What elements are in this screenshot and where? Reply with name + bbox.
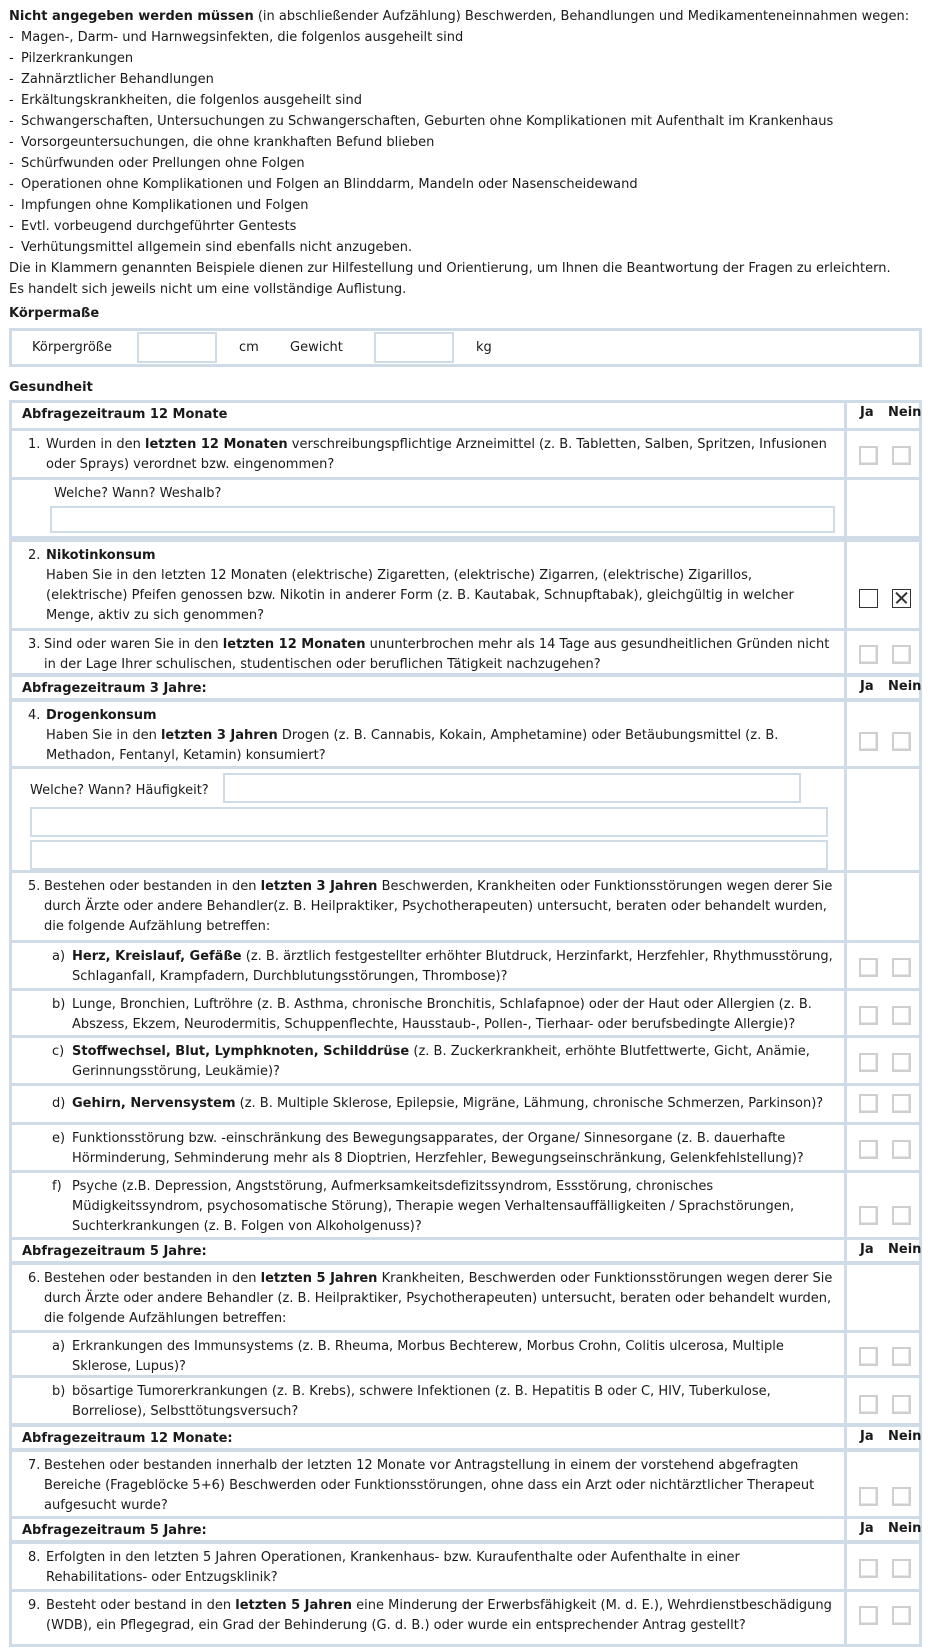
question-3-yes-checkbox[interactable] — [859, 645, 878, 664]
height-input[interactable] — [137, 332, 217, 363]
question-4-details-input-3[interactable] — [30, 840, 828, 870]
intro-note-2: Es handelt sich jeweils nicht um eine vollständige Auflistung. — [9, 282, 407, 297]
no-header: Nein — [888, 1242, 922, 1257]
question-6a-no-checkbox[interactable] — [892, 1347, 911, 1366]
body-measures-title: Körpermaße — [9, 306, 100, 321]
question-8-no-checkbox[interactable] — [892, 1559, 911, 1578]
question-5b-yes-checkbox[interactable] — [859, 1006, 878, 1025]
question-1-details-label: Welche? Wann? Weshalb? — [54, 486, 222, 501]
question-7-no-checkbox[interactable] — [892, 1487, 911, 1506]
question-6-text: 6. Bestehen oder bestanden in den letzten 5 Jahren Krankheiten, Beschwerden oder Funktionsstörungen wegen derer Sie durch Ärzte oder andere Behandler (z. B. Heilpraktiker, Psychotherapeuten) untersucht, beraten oder behandelt wurden, die folgende Aufzählungen betreffen: — [28, 1271, 833, 1326]
period-header-12-months-b — [9, 1424, 922, 1451]
no-header: Nein — [888, 1521, 922, 1536]
question-2-yes-checkbox[interactable] — [859, 589, 878, 608]
body-measures-box — [9, 328, 922, 367]
question-5f-row — [9, 1170, 922, 1240]
period-header-5-years-b — [9, 1516, 922, 1543]
exclusion-list — [9, 27, 924, 258]
intro-lead-bold: Nicht angegeben werden müssen — [9, 9, 254, 24]
question-3-no-checkbox[interactable] — [892, 645, 911, 664]
question-2-text: 2. Nikotinkonsum Haben Sie in den letzten 12 Monaten (elektrische) Zigaretten, (elektrische) Zigarren, (elektrische) Zigarillos, (elektrische) Pfeifen genossen bzw. Nikotin in anderer Form (z. B. Kautabak, Schnupftabak), gleichgültig in welcher Menge, aktiv zu sich genommen? — [28, 548, 794, 623]
question-5f-text: f) Psyche (z.B. Depression, Angststörung, Aufmerksamkeitsdefizitssyndrom, Essstörung, chronisches Müdigkeitssyndrom, psychosomatische Störung), Therapie wegen Verhaltensauffälligkeiten / Sprachstörungen, Suchterkrankungen (z. B. Folgen von Alkoholgenuss)? — [52, 1179, 795, 1234]
question-5a-no-checkbox[interactable] — [892, 958, 911, 977]
intro-note-1: Die in Klammern genannten Beispiele dienen zur Hilfestellung und Orientierung, um Ihnen die Beantwortung der Fragen zu erleichtern. — [9, 261, 891, 276]
question-5a-row — [9, 940, 922, 991]
question-2-row — [9, 539, 922, 631]
question-5e-text: e) Funktionsstörung bzw. -einschränkung des Bewegungsapparates, der Organe/ Sinnesorgane (z. B. dauerhafte Hörminderung, Sehminderung mehr als 8 Dioptrien, Herzfehler, Bewegungseinschränkung, Gelenkfehlstellung)? — [52, 1131, 804, 1166]
question-4-no-checkbox[interactable] — [892, 732, 911, 751]
question-8-row — [9, 1541, 922, 1592]
question-5a-yes-checkbox[interactable] — [859, 958, 878, 977]
list-item: - Magen-, Darm- und Harnwegsinfekten, die folgenlos ausgeheilt sind — [9, 27, 924, 48]
question-5e-row — [9, 1122, 922, 1173]
list-item: - Schürfwunden oder Prellungen ohne Folgen — [9, 153, 924, 174]
yes-header: Ja — [860, 1242, 874, 1257]
question-5b-text: b) Lunge, Bronchien, Luftröhre (z. B. Asthma, chronische Bronchitis, Schlafapnoe) oder der Haut oder Allergien (z. B. Abszess, Ekzem, Neurodermitis, Schuppenflechte, Hausstaub-, Pollen-, Tierhaar- oder berufsbedingte Allergie)? — [52, 997, 812, 1032]
intro-section — [9, 6, 924, 300]
question-9-text: 9. Besteht oder bestand in den letzten 5 Jahren eine Minderung der Erwerbsfähigkeit (M. d. E.), Wehrdienstbeschädigung (WDB), ein Pflegegrad, ein Grad der Behinderung (G. d. B.) oder wurde ein entsprechender Antrag gestellt? — [28, 1598, 832, 1633]
question-6a-yes-checkbox[interactable] — [859, 1347, 878, 1366]
question-4-details-input-1[interactable] — [223, 773, 801, 803]
period-label: Abfragezeitraum 12 Monate: — [12, 1427, 847, 1448]
yes-header: Ja — [860, 1429, 874, 1444]
no-header: Nein — [888, 1429, 922, 1444]
weight-unit: kg — [476, 340, 492, 355]
question-6b-no-checkbox[interactable] — [892, 1395, 911, 1414]
yes-header: Ja — [860, 1521, 874, 1536]
question-5e-no-checkbox[interactable] — [892, 1140, 911, 1159]
question-1-yes-checkbox[interactable] — [859, 446, 878, 465]
question-5-text: 5. Bestehen oder bestanden in den letzten 3 Jahren Beschwerden, Krankheiten oder Funktionsstörungen wegen derer Sie durch Ärzte oder andere Behandler(z. B. Heilpraktiker, Psychotherapeuten) untersucht, beraten oder behandelt wurden, die folgende Aufzählung betreffen: — [28, 879, 833, 934]
list-item: - Zahnärztlicher Behandlungen — [9, 69, 924, 90]
question-6b-text: b) bösartige Tumorerkrankungen (z. B. Krebs), schwere Infektionen (z. B. Hepatitis B oder C, HIV, Tuberkulose, Borreliose), Selbsttötungsversuch? — [52, 1384, 771, 1419]
question-3-text: 3. Sind oder waren Sie in den letzten 12 Monaten ununterbrochen mehr als 14 Tage aus gesundheitlichen Gründen nicht in der Lage Ihrer schulischen, studentischen oder beruflichen Tätigkeit nachzugehen? — [28, 637, 830, 672]
question-5b-row — [9, 988, 922, 1038]
no-header: Nein — [888, 679, 922, 694]
period-header-5-years — [9, 1237, 922, 1264]
question-5f-yes-checkbox[interactable] — [859, 1206, 878, 1225]
question-9-yes-checkbox[interactable] — [859, 1606, 878, 1625]
yes-header: Ja — [860, 679, 874, 694]
question-5d-row — [9, 1083, 922, 1125]
intro-lead — [9, 6, 924, 27]
question-6a-text: a) Erkrankungen des Immunsystems (z. B. Rheuma, Morbus Bechterew, Morbus Crohn, Colitis ulcerosa, Multiple Sklerose, Lupus)? — [52, 1339, 784, 1374]
height-unit: cm — [239, 340, 259, 355]
question-4-details-input-2[interactable] — [30, 807, 828, 837]
question-6-row — [9, 1262, 922, 1333]
period-label: Abfragezeitraum 5 Jahre: — [12, 1519, 847, 1540]
question-5c-no-checkbox[interactable] — [892, 1053, 911, 1072]
no-header: Nein — [888, 405, 922, 420]
yes-header: Ja — [860, 405, 874, 420]
question-7-text: 7. Bestehen oder bestanden innerhalb der letzten 12 Monate vor Antragstellung in einem der vorstehend abgefragten Bereiche (Frageblöcke 5+6) Beschwerden oder Funktionsstörungen, ohne dass ein Arzt oder nichtärztlicher Therapeut aufgesucht wurde? — [28, 1458, 815, 1513]
question-7-row — [9, 1449, 922, 1519]
list-item: - Erkältungskrankheiten, die folgenlos ausgeheilt sind — [9, 90, 924, 111]
question-8-text: 8. Erfolgten in den letzten 5 Jahren Operationen, Krankenhaus- bzw. Kuraufenthalte oder Aufenthalte in einer Rehabilitations- oder Entzugsklinik? — [28, 1550, 740, 1585]
question-4-details-label: Welche? Wann? Häufigkeit? — [30, 783, 209, 798]
question-5a-text: a) Herz, Kreislauf, Gefäße (z. B. ärztlich festgestellter erhöhter Blutdruck, Herzinfarkt, Herzfehler, Rhythmusstörung, Schlaganfall, Krampfadern, Durchblutungsstörungen, Thrombose)? — [52, 949, 833, 984]
question-4-details-row — [9, 766, 922, 873]
question-5b-no-checkbox[interactable] — [892, 1006, 911, 1025]
question-2-no-checkbox-checked[interactable] — [892, 589, 911, 608]
question-5d-no-checkbox[interactable] — [892, 1094, 911, 1113]
weight-input[interactable] — [374, 332, 454, 363]
question-5c-text: c) Stoffwechsel, Blut, Lymphknoten, Schilddrüse (z. B. Zuckerkrankheit, erhöhte Blutfettwerte, Gicht, Anämie, Gerinnungsstörung, Leukämie)? — [52, 1044, 810, 1079]
health-title: Gesundheit — [9, 380, 93, 395]
list-item: - Operationen ohne Komplikationen und Folgen an Blinddarm, Mandeln oder Nasenscheidewand — [9, 174, 924, 195]
period-header-12-months — [9, 400, 922, 431]
question-5d-yes-checkbox[interactable] — [859, 1094, 878, 1113]
question-4-text: 4. Drogenkonsum Haben Sie in den letzten 3 Jahren Drogen (z. B. Cannabis, Kokain, Amphetamine) oder Betäubungsmittel (z. B. Methadon, Fentanyl, Ketamin) konsumiert? — [28, 708, 779, 763]
question-7-yes-checkbox[interactable] — [859, 1487, 878, 1506]
question-1-details-row — [9, 477, 922, 539]
height-label: Körpergröße — [32, 340, 112, 355]
question-1-details-input[interactable] — [50, 506, 835, 533]
question-8-yes-checkbox[interactable] — [859, 1559, 878, 1578]
period-label: Abfragezeitraum 5 Jahre: — [12, 1240, 847, 1261]
period-header-3-years — [9, 674, 922, 701]
question-5-row — [9, 870, 922, 943]
question-6b-row — [9, 1375, 922, 1426]
list-item: - Pilzerkrankungen — [9, 48, 924, 69]
question-5e-yes-checkbox[interactable] — [859, 1140, 878, 1159]
question-4-yes-checkbox[interactable] — [859, 732, 878, 751]
list-item: - Impfungen ohne Komplikationen und Folgen — [9, 195, 924, 216]
question-9-no-checkbox[interactable] — [892, 1606, 911, 1625]
question-1-no-checkbox[interactable] — [892, 446, 911, 465]
question-4-row — [9, 699, 922, 769]
intro-lead-rest: (in abschließender Aufzählung) Beschwerden, Behandlungen und Medikamenteneinnahmen wegen: — [253, 9, 910, 24]
question-1-row — [9, 428, 922, 480]
question-6b-yes-checkbox[interactable] — [859, 1395, 878, 1414]
question-1-text: 1. Wurden in den letzten 12 Monaten verschreibungspflichtige Arzneimittel (z. B. Tabletten, Salben, Spritzen, Infusionen oder Sprays) verordnet bzw. eingenommen? — [28, 437, 827, 472]
period-label: Abfragezeitraum 12 Monate — [12, 403, 847, 428]
question-5c-row — [9, 1035, 922, 1086]
question-5d-text: d) Gehirn, Nervensystem (z. B. Multiple Sklerose, Epilepsie, Migräne, Lähmung, chronische Schmerzen, Parkinson)? — [52, 1096, 824, 1111]
list-item: - Vorsorgeuntersuchungen, die ohne krankhaften Befund blieben — [9, 132, 924, 153]
period-label: Abfragezeitraum 3 Jahre: — [12, 677, 847, 698]
question-5f-no-checkbox[interactable] — [892, 1206, 911, 1225]
list-item: - Schwangerschaften, Untersuchungen zu Schwangerschaften, Geburten ohne Komplikationen mit Aufenthalt im Krankenhaus — [9, 111, 924, 132]
list-item: - Evtl. vorbeugend durchgeführter Gentests — [9, 216, 924, 237]
weight-label: Gewicht — [290, 340, 343, 355]
question-5c-yes-checkbox[interactable] — [859, 1053, 878, 1072]
question-6a-row — [9, 1330, 922, 1378]
question-9-row — [9, 1589, 922, 1647]
question-3-row — [9, 628, 922, 676]
list-item: - Verhütungsmittel allgemein sind ebenfalls nicht anzugeben. — [9, 237, 924, 258]
